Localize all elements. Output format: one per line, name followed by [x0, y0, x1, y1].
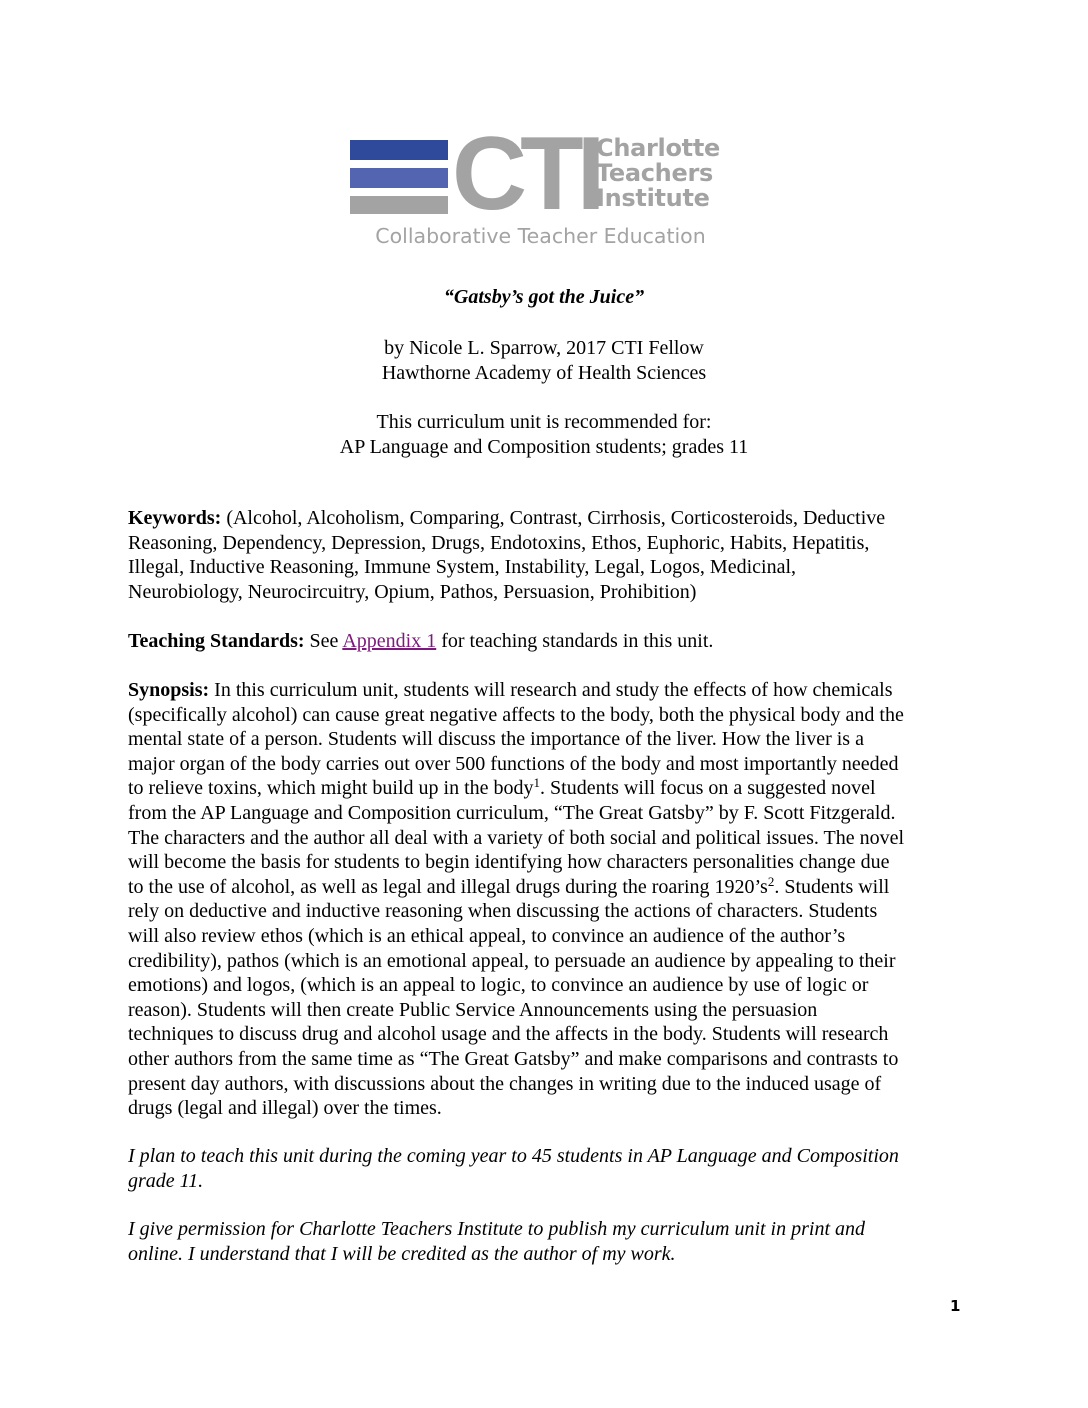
- keywords-label: Keywords:: [128, 507, 222, 529]
- cti-logo: [348, 116, 740, 252]
- permission-line: I give permission for Charlotte Teachers Institute to publish my curriculum unit in print and: [128, 1218, 866, 1240]
- synopsis-line: Synopsis: In this curriculum unit, students will research and study the effects of how chemicals: [128, 679, 893, 701]
- synopsis-line: will also review ethos (which is an ethical appeal, to convince an audience of the author’s: [128, 924, 846, 947]
- recommended-intro: This curriculum unit is recommended for:: [376, 411, 712, 433]
- keywords-line: Keywords: (Alcohol, Alcoholism, Comparing, Contrast, Cirrhosis, Corticosteroids, Deductive: [128, 507, 886, 529]
- logo-bar-gray: [350, 196, 448, 214]
- logo-bar-dark-blue: [350, 140, 448, 160]
- recommendation-block: [0, 410, 1088, 460]
- synopsis-line: emotions) and logos, (which is an appeal to logic, to convince an audience by use of logic or: [128, 974, 869, 997]
- logo-tagline: Collaborative Teacher Education: [375, 224, 706, 248]
- synopsis-line: to relieve toxins, which might build up in the body$^1$. Students will focus on a suggested novel: [128, 775, 876, 800]
- page-number: 1: [950, 1297, 961, 1315]
- synopsis-line: present day authors, with discussions about the changes in writing due to the induced usage of: [128, 1072, 882, 1095]
- synopsis-line: The characters and the author all deal with a variety of both social and political issues. The novel: [128, 826, 905, 849]
- synopsis-line: major organ of the body carries out over 500 functions of the body and most importantly needed: [128, 752, 899, 775]
- logo-name-line: Institute: [596, 184, 710, 212]
- permission-statement: [128, 1217, 968, 1266]
- synopsis-line: reason). Students will then create Public Service Announcements using the persuasion: [128, 998, 818, 1021]
- synopsis-line: credibility), pathos (which is an emotional appeal, to persuade an audience by appealing to their: [128, 949, 896, 972]
- plan-line: I plan to teach this unit during the coming year to 45 students in AP Language and Composition: [128, 1145, 899, 1167]
- author-block: [0, 336, 1088, 386]
- keywords-line: Neurobiology, Neurocircuitry, Opium, Pathos, Persuasion, Prohibition): [128, 580, 697, 603]
- footnote-ref[interactable]: 2: [767, 873, 775, 889]
- teaching-standards-label: Teaching Standards:: [128, 630, 305, 652]
- synopsis-line: will become the basis for students to begin identifying how characters personalities change due: [128, 851, 890, 874]
- logo-name-line: Teachers: [596, 159, 713, 187]
- recommended-for: AP Language and Composition students; grades 11: [339, 436, 749, 458]
- logo-name: [596, 136, 720, 211]
- keywords-line: Reasoning, Dependency, Depression, Drugs, Endotoxins, Ethos, Euphoric, Habits, Hepatitis,: [128, 531, 870, 554]
- keywords-line: Illegal, Inductive Reasoning, Immune System, Instability, Legal, Logos, Medicinal,: [128, 556, 797, 579]
- synopsis-section: [128, 678, 968, 1121]
- author-byline: by Nicole L. Sparrow, 2017 CTI Fellow: [384, 337, 704, 359]
- appendix-1-link[interactable]: Appendix 1: [342, 630, 437, 652]
- synopsis-line: mental state of a person. Students will discuss the importance of the liver. How the liver is a: [128, 728, 864, 751]
- logo-bar-light-blue: [350, 168, 448, 188]
- plan-statement: [128, 1144, 968, 1193]
- footnote-ref[interactable]: 1: [533, 775, 541, 791]
- teaching-standards-section: Teaching Standards: See Appendix 1 for teaching standards in this unit.: [128, 630, 714, 652]
- permission-line: online. I understand that I will be credited as the author of my work.: [128, 1242, 676, 1265]
- synopsis-line: other authors from the same time as “The Great Gatsby” and make comparisons and contrasts to: [128, 1047, 899, 1070]
- synopsis-line: (specifically alcohol) can cause great negative affects to the body, both the physical body and the: [128, 703, 904, 726]
- author-school: Hawthorne Academy of Health Sciences: [381, 362, 707, 384]
- synopsis-line: techniques to discuss drug and alcohol usage and the affects in the body. Students will research: [128, 1023, 889, 1046]
- logo-name-line: Charlotte: [596, 134, 720, 162]
- keywords-section: [128, 506, 968, 604]
- synopsis-line: rely on deductive and inductive reasoning when discussing the actions of characters. Students: [128, 900, 878, 923]
- plan-line: grade 11.: [128, 1169, 204, 1192]
- logo-abbrev: CTI: [452, 116, 599, 232]
- synopsis-label: Synopsis:: [128, 679, 210, 701]
- synopsis-line: drugs (legal and illegal) over the times.: [128, 1097, 442, 1120]
- unit-title: “Gatsby’s got the Juice”: [443, 286, 645, 308]
- synopsis-line: from the AP Language and Composition curriculum, “The Great Gatsby” by F. Scott Fitzgerald.: [128, 801, 896, 824]
- synopsis-line: to the use of alcohol, as well as legal and illegal drugs during the roaring $1920’s^2$. Students will: [128, 873, 890, 898]
